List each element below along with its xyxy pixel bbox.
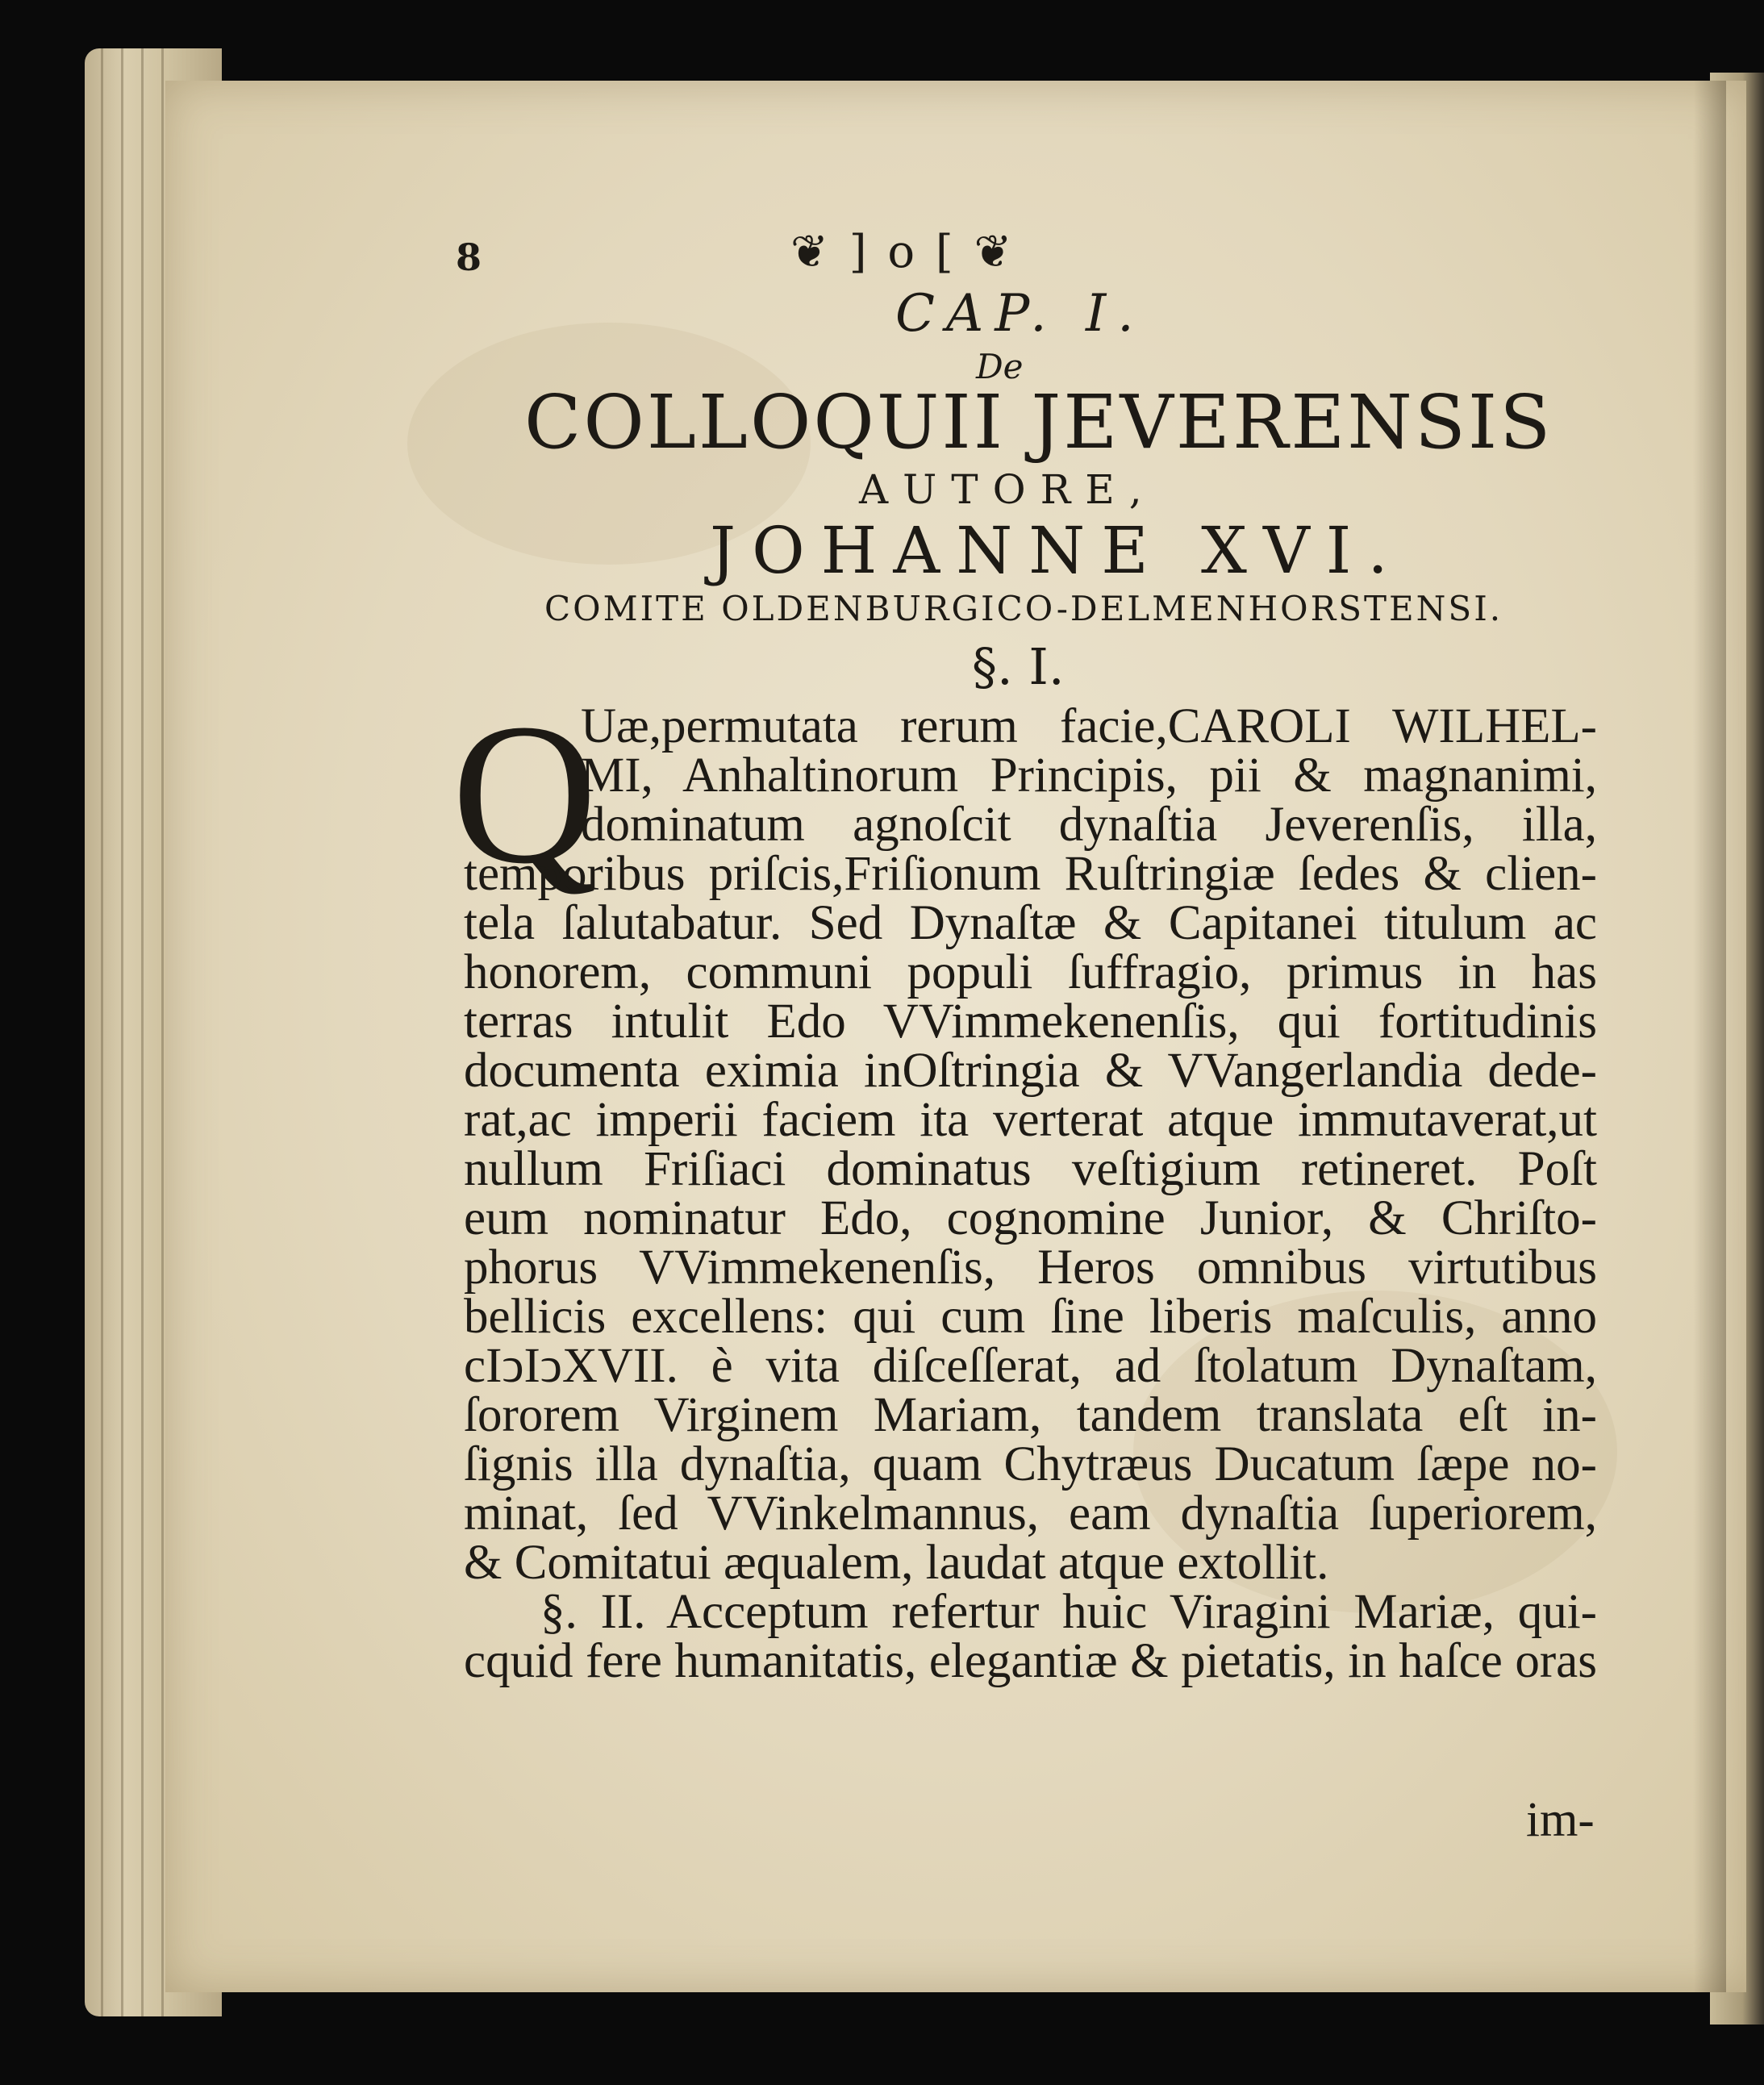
body-line: bellicis excellens: qui cum ſine liberis maſculis, anno [464, 1290, 1597, 1344]
chapter-heading: CAP. I. [895, 284, 1145, 344]
page-gutter-shadow [1694, 81, 1726, 1992]
heading-preposition: De [976, 347, 1024, 386]
stack-line [141, 48, 144, 2016]
stack-line [161, 48, 164, 2016]
body-line: tela ſalutabatur. Sed Dynaſtæ & Capitanei titulum ac [464, 896, 1597, 950]
heading-autore: AUTORE, [859, 466, 1157, 513]
body-line: ſignis illa dynaſtia, quam Chytræus Ducatum ſæpe no- [464, 1437, 1597, 1491]
body-line: honorem, communi populi ſuffragio, primus in has [464, 945, 1597, 999]
page-title: COLLOQUII JEVERENSIS [524, 379, 1553, 465]
body-line: cquid fere humanitatis, elegantiæ & pietatis, in haſce oras [464, 1634, 1597, 1688]
body-line: rat,ac imperii faciem ita verterat atque immutaverat,ut [464, 1093, 1597, 1147]
body-line: MI, Anhaltinorum Principis, pii & magnanimi, [581, 749, 1597, 803]
stack-line [121, 48, 123, 2016]
body-line: phorus VVimmekenenſis, Heros omnibus virtutibus [464, 1241, 1597, 1295]
heading-name: JOHANNE XVI. [710, 513, 1404, 588]
body-line: & Comitatui æqualem, laudat atque extollit. [464, 1536, 1329, 1590]
body-text [464, 699, 1597, 1688]
body-line: dominatum agnoſcit dynaſtia Jeverenſis, illa, [581, 798, 1597, 852]
drop-cap: Q [452, 682, 598, 906]
heading-comite: COMITE OLDENBURGICO-DELMENHORSTENSI. [544, 589, 1503, 628]
stack-line [101, 48, 103, 2016]
body-line: cIↄIↄXVII. è vita diſceſſerat, ad ſtolatum Dynaſtam, [464, 1339, 1597, 1393]
body-line: temporibus priſcis,Friſionum Ruſtringiæ ſedes & clien- [464, 847, 1597, 901]
section-mark: §. I. [972, 637, 1065, 696]
body-line: Uæ,permutata rerum facie,CAROLI WILHEL- [581, 699, 1597, 753]
catchword: im- [1526, 1793, 1595, 1847]
body-line: eum nominatur Edo, cognomine Junior, & Chriſto- [464, 1191, 1597, 1245]
body-line: minat, ſed VVinkelmannus, eam dynaſtia ſuperiorem, [464, 1487, 1597, 1541]
page-number: 8 [456, 236, 482, 279]
body-line: terras intulit Edo VVimmekenenſis, qui fortitudinis [464, 995, 1597, 1049]
body-line: documenta eximia inOſtringia & VVangerlandia dede- [464, 1044, 1597, 1098]
body-line: nullum Friſiaci dominatus veſtigium retineret. Poſt [464, 1142, 1597, 1196]
header-ornament: ❦ ] o [ ❦ [790, 226, 1015, 278]
body-line: ſororem Virginem Mariam, tandem translata eſt in- [464, 1388, 1597, 1442]
body-line: §. II. Acceptum refertur huic Viragini Mariæ, qui- [540, 1585, 1597, 1639]
